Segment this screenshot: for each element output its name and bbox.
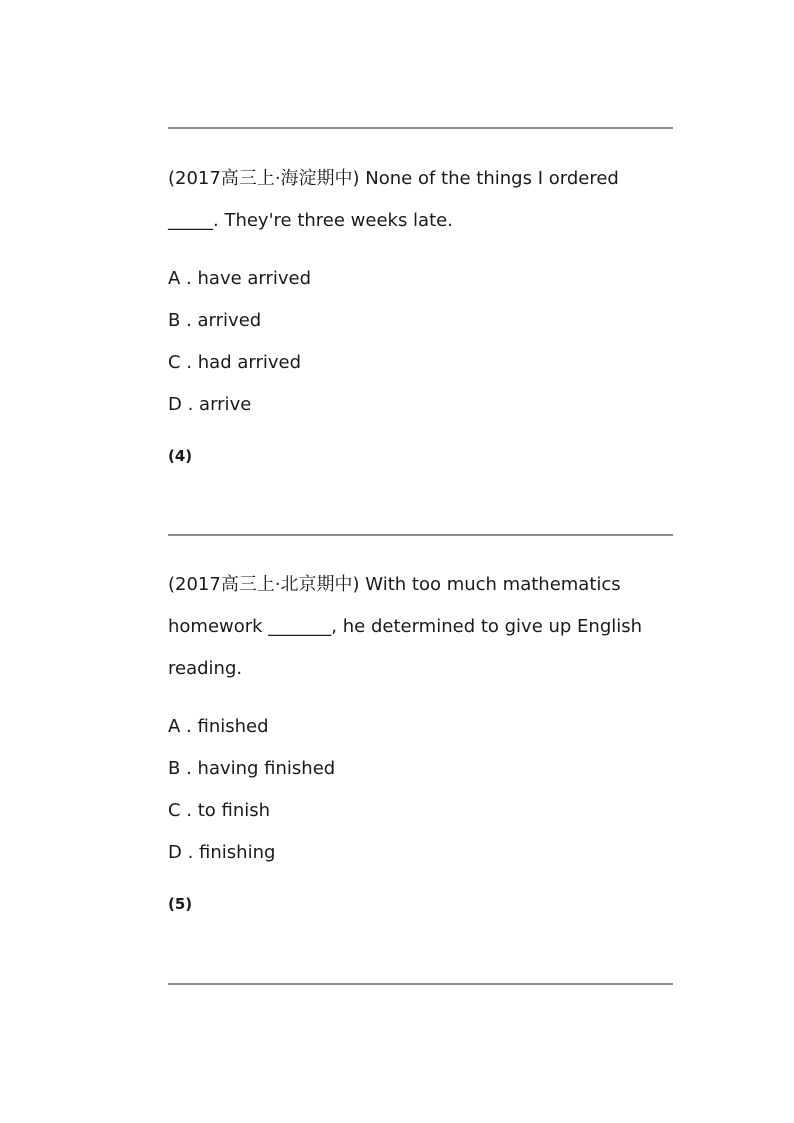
option-a[interactable]: A . finished — [168, 716, 269, 737]
option-list — [168, 258, 673, 426]
question-4 — [168, 564, 673, 916]
option-letter: B — [168, 758, 181, 779]
question-stem: (2017高三上·北京期中) With too much mathematics homework _______, he determined to give up English reading. — [168, 574, 643, 679]
option-a[interactable]: A . have arrived — [168, 268, 312, 289]
divider-line — [168, 127, 673, 129]
option-d[interactable]: D . finishing — [168, 842, 276, 863]
option-letter: D — [168, 842, 182, 863]
option-text: finishing — [199, 842, 276, 863]
option-d[interactable]: D . arrive — [168, 394, 252, 415]
option-text: arrive — [199, 394, 252, 415]
option-c[interactable]: C . had arrived — [168, 352, 302, 373]
question-number: (4) — [168, 447, 193, 465]
option-letter: A — [168, 268, 181, 289]
option-text: arrived — [197, 310, 262, 331]
option-letter: C — [168, 352, 181, 373]
divider-line — [168, 534, 673, 536]
option-text: finished — [197, 716, 269, 737]
option-text: having finished — [197, 758, 336, 779]
option-c[interactable]: C . to finish — [168, 800, 271, 821]
option-text: had arrived — [197, 352, 302, 373]
option-b[interactable]: B . arrived — [168, 310, 262, 331]
option-letter: A — [168, 716, 181, 737]
option-b[interactable]: B . having finished — [168, 758, 336, 779]
divider-line — [168, 983, 673, 985]
option-letter: C — [168, 800, 181, 821]
option-text: to finish — [197, 800, 271, 821]
question-number: (5) — [168, 895, 193, 913]
option-letter: B — [168, 310, 181, 331]
question-3 — [168, 158, 673, 468]
question-stem: (2017高三上·海淀期中) None of the things I ordered _____. They're three weeks late. — [168, 168, 619, 231]
option-text: have arrived — [197, 268, 312, 289]
option-list — [168, 706, 673, 874]
option-letter: D — [168, 394, 182, 415]
